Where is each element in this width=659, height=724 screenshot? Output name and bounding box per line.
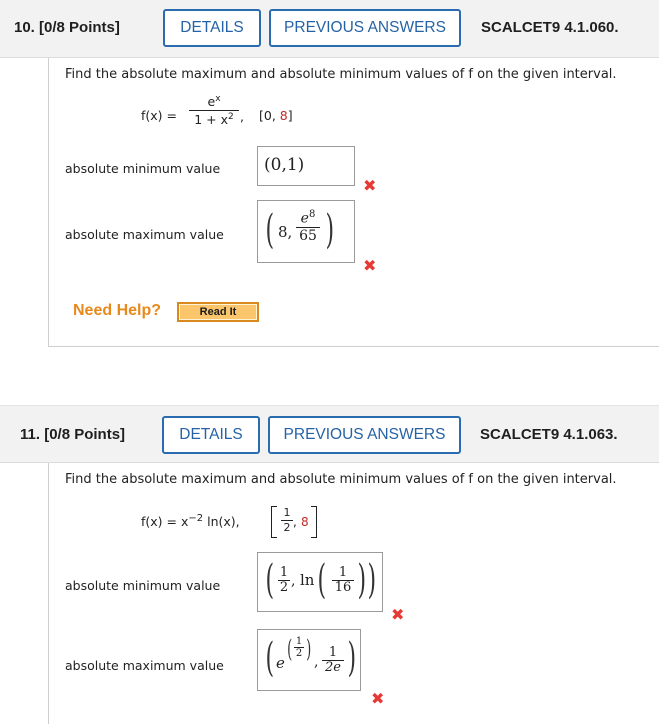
details-button[interactable]	[162, 416, 260, 454]
question-number-text: 10.	[14, 19, 35, 36]
max-answer-box[interactable]	[257, 200, 355, 263]
wrong-icon: ✖	[391, 605, 405, 624]
question-number-text: 11.	[20, 426, 41, 443]
fraction-denominator: $1 + x^2$	[194, 112, 234, 128]
previous-answers-button[interactable]	[269, 9, 461, 47]
interval-fraction: 1 2	[281, 507, 293, 534]
wrong-icon: ✖	[363, 176, 377, 195]
details-button[interactable]	[163, 9, 261, 47]
question-code: SCALCET9 4.1.063.	[480, 426, 618, 443]
question-prompt: Find the absolute maximum and absolute minimum values of f on the given interval.	[65, 472, 617, 487]
min-label: absolute minimum value	[65, 161, 221, 176]
question-number	[20, 426, 125, 443]
question-number	[14, 19, 120, 36]
question-prompt: Find the absolute maximum and absolute minimum values of f on the given interval.	[65, 67, 617, 82]
close-paren: )	[325, 207, 335, 253]
function-expression: $f(x) = x^{-2}$ ln(x),	[141, 513, 240, 530]
question-code: SCALCET9 4.1.060.	[481, 19, 619, 36]
function-comma: ,	[240, 109, 244, 124]
details-button-label: DETAILS	[179, 426, 243, 443]
function-lhs: f(x) =	[141, 108, 177, 123]
details-button-label: DETAILS	[180, 19, 244, 36]
interval: [0, 8]	[259, 108, 293, 123]
min-answer-box[interactable]: ( 1 2 , ln ( 1 16 ) )	[257, 552, 383, 612]
fraction-bar	[189, 110, 239, 111]
question-10-body	[48, 58, 659, 347]
max-answer-box[interactable]: ( e ( 1 2 ) , 1 2e )	[257, 629, 361, 691]
question-points: [0/8 Points]	[39, 19, 120, 36]
question-11-body	[48, 463, 659, 724]
max-answer-x: 8,	[278, 223, 293, 241]
function-fraction	[189, 94, 239, 127]
interval-open-bracket	[271, 506, 277, 538]
read-it-button[interactable]	[177, 302, 259, 322]
max-answer-fraction: $e^8$ 65	[296, 209, 320, 244]
interval: 1 2 , 8	[271, 503, 321, 541]
open-paren: (	[265, 207, 275, 253]
min-answer-value: (0,1)	[264, 155, 305, 175]
wrong-icon: ✖	[363, 256, 377, 275]
min-answer-box[interactable]	[257, 146, 355, 186]
question-10-header	[0, 0, 659, 58]
wrong-icon: ✖	[371, 689, 385, 708]
min-label: absolute minimum value	[65, 578, 221, 593]
question-11-header	[0, 405, 659, 463]
interval-close-bracket	[311, 506, 317, 538]
previous-answers-button[interactable]	[268, 416, 461, 454]
read-it-label: Read It	[199, 306, 237, 318]
max-label: absolute maximum value	[65, 658, 224, 673]
previous-answers-label: PREVIOUS ANSWERS	[283, 426, 446, 443]
fraction-numerator: $e^x$	[207, 94, 221, 110]
question-points: [0/8 Points]	[44, 426, 126, 443]
max-label: absolute maximum value	[65, 227, 224, 242]
previous-answers-label: PREVIOUS ANSWERS	[284, 19, 446, 36]
need-help-label: Need Help?	[73, 302, 162, 319]
